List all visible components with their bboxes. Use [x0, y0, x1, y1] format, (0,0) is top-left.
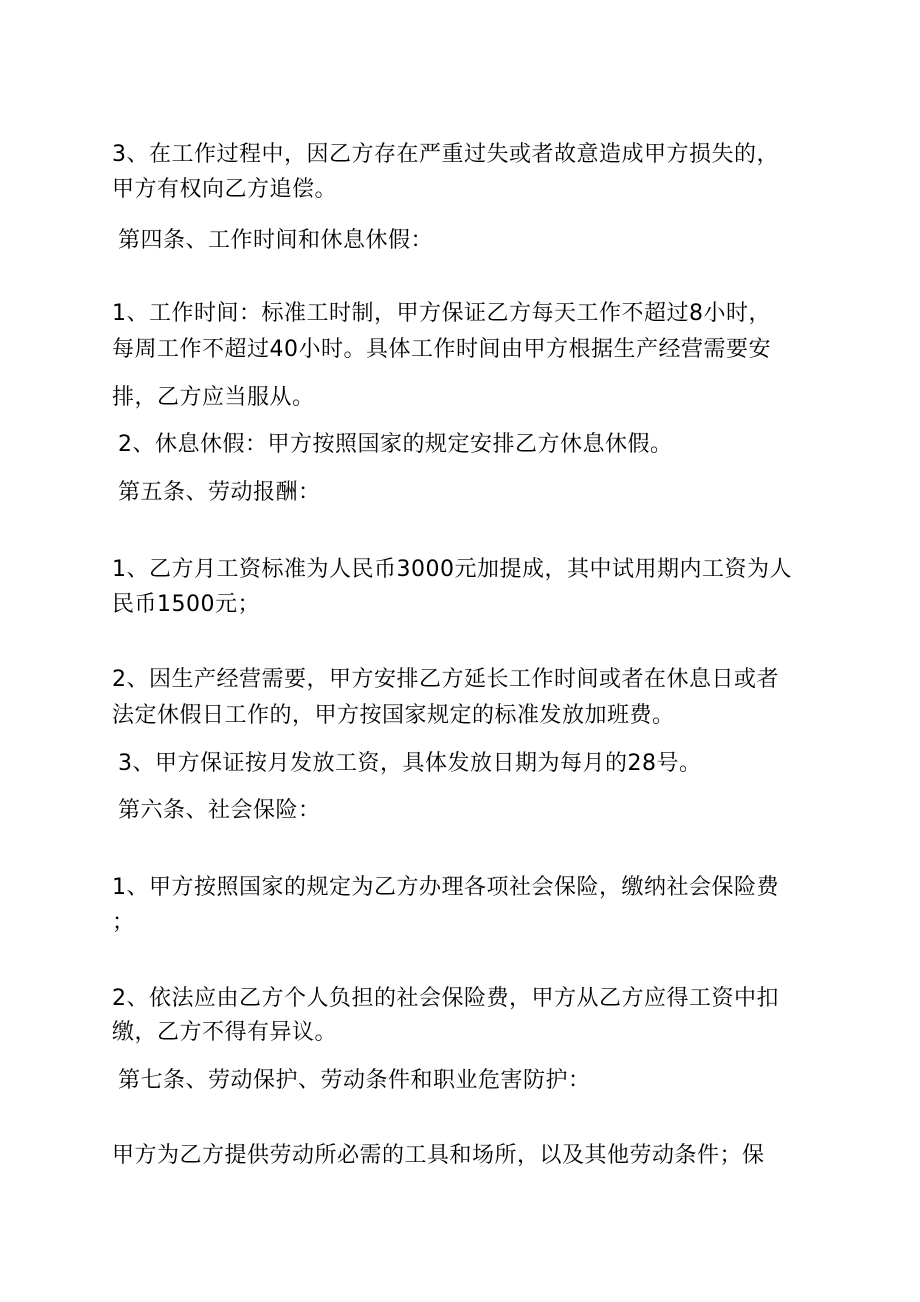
- text-line: 排，乙方应当服从。: [112, 385, 315, 410]
- text-line: 每周工作不超过40小时。具体工作时间由甲方根据生产经营需要安: [112, 337, 771, 362]
- text-line: 缴，乙方不得有异议。: [112, 1020, 338, 1045]
- text-line: 1、乙方月工资标准为人民币3000元加提成，其中试用期内工资为人: [112, 557, 792, 582]
- text-line: 1、工作时间：标准工时制，甲方保证乙方每天工作不超过8小时，: [112, 301, 771, 326]
- section-heading: 第五条、劳动报酬：: [118, 480, 321, 505]
- section-heading: 第七条、劳动保护、劳动条件和职业危害防护：: [118, 1068, 591, 1093]
- text-line: 2、休息休假：甲方按照国家的规定安排乙方休息休假。: [118, 432, 673, 457]
- text-line: 甲方为乙方提供劳动所必需的工具和场所，以及其他劳动条件；保: [112, 1143, 765, 1168]
- text-line: 2、依法应由乙方个人负担的社会保险费，甲方从乙方应得工资中扣: [112, 986, 779, 1011]
- text-line: 2、因生产经营需要，甲方安排乙方延长工作时间或者在休息日或者: [112, 667, 779, 692]
- text-line: 3、在工作过程中，因乙方存在严重过失或者故意造成甲方损失的，: [112, 142, 779, 167]
- text-line: 法定休假日工作的，甲方按国家规定的标准发放加班费。: [112, 703, 675, 728]
- text-line: ；: [112, 910, 135, 935]
- text-line: 3、甲方保证按月发放工资，具体发放日期为每月的28号。: [118, 751, 702, 776]
- text-line: 民币1500元；: [112, 592, 260, 617]
- section-heading: 第六条、社会保险：: [118, 798, 321, 823]
- text-line: 甲方有权向乙方追偿。: [112, 177, 338, 202]
- section-heading: 第四条、工作时间和休息休假：: [118, 228, 434, 253]
- text-line: 1、甲方按照国家的规定为乙方办理各项社会保险，缴纳社会保险费: [112, 875, 779, 900]
